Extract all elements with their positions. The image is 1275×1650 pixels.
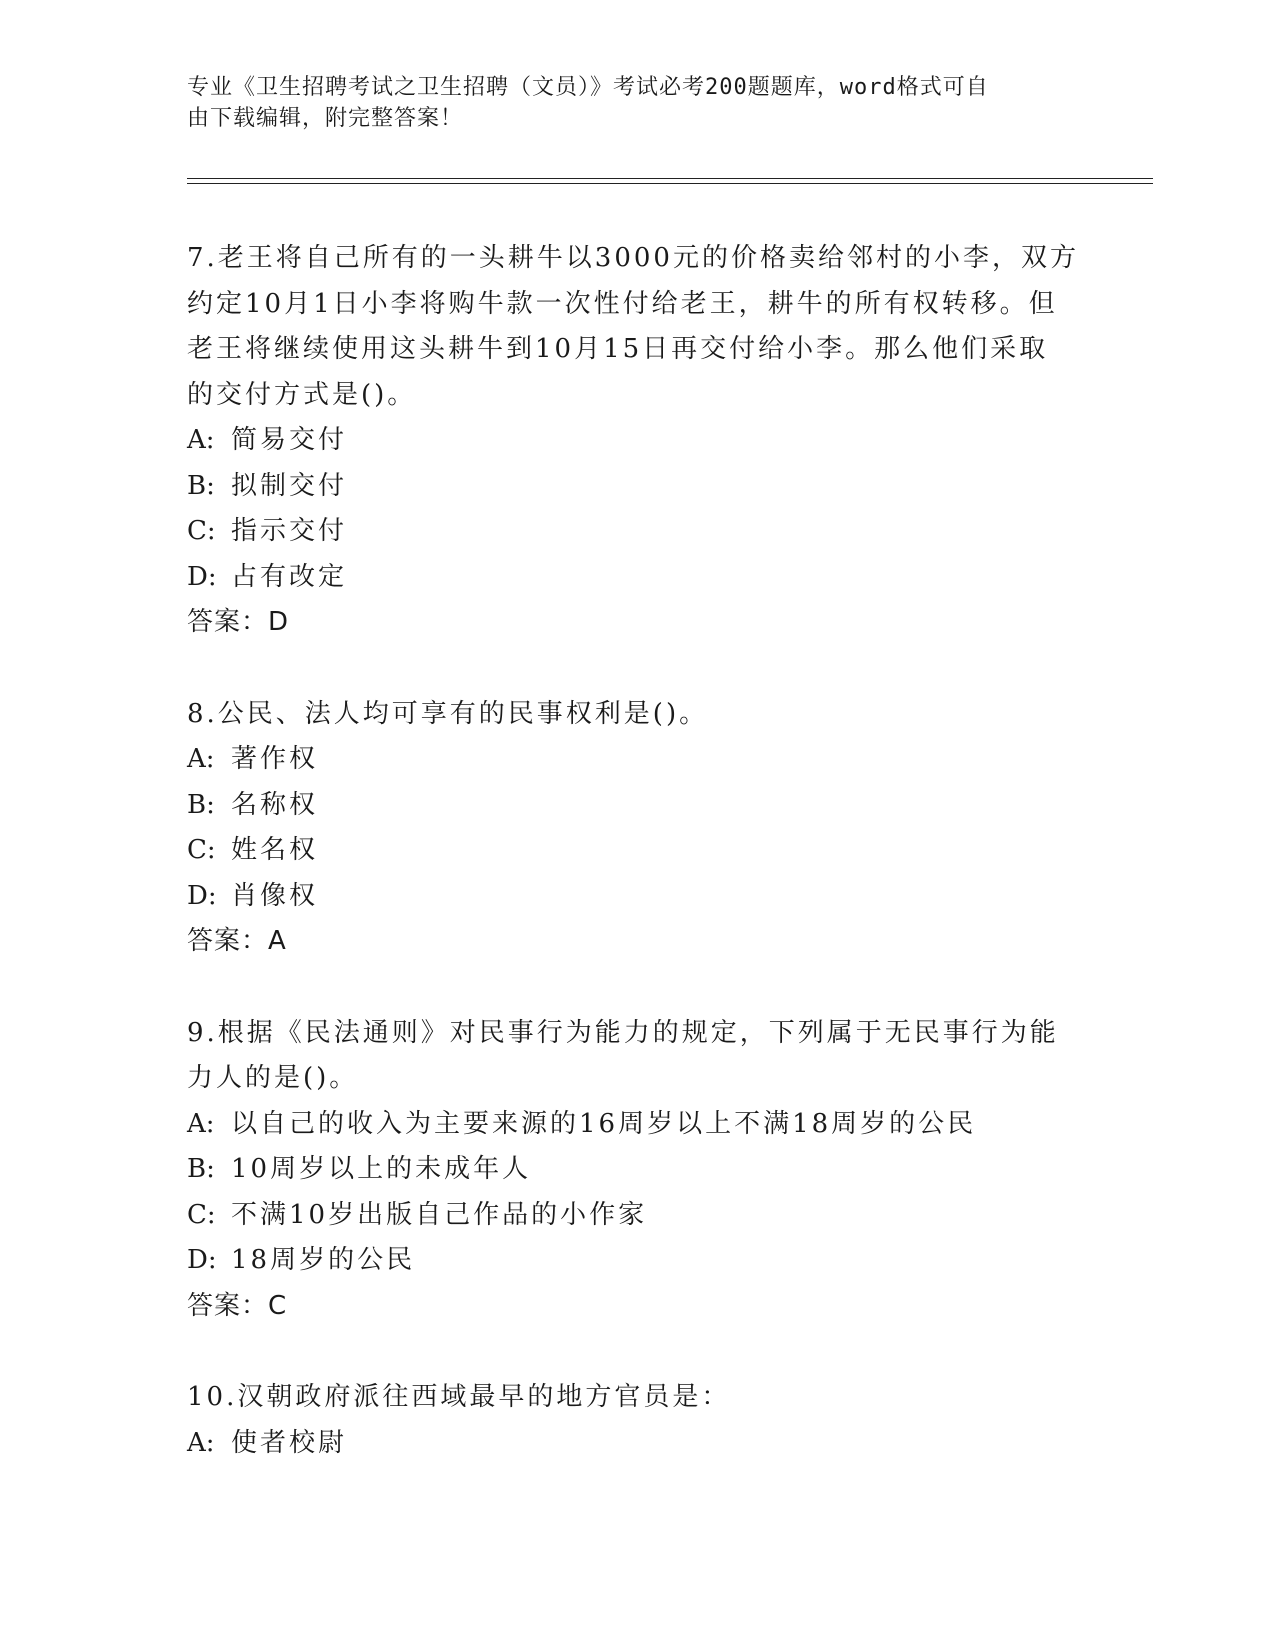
- question-9: [187, 1011, 1087, 1330]
- option-text: 占有改定: [231, 561, 348, 592]
- option-letter: A:: [187, 744, 215, 774]
- answer-key: 答案：A: [187, 926, 287, 956]
- option-letter: D:: [187, 880, 217, 911]
- question-stem-line: 8.公民、法人均可享有的民事权利是()。: [187, 698, 709, 729]
- question-stem-line: 老王将继续使用这头耕牛到10月15日再交付给小李。那么他们采取: [187, 334, 1049, 364]
- header-rule-top: [187, 178, 1153, 179]
- option-text: 10周岁以上的未成年人: [231, 1154, 532, 1184]
- option-letter: A:: [187, 1427, 215, 1458]
- option-c: [187, 509, 1087, 555]
- option-text: 指示交付: [231, 516, 348, 546]
- option-text: 不满10岁出版自己作品的小作家: [231, 1199, 648, 1230]
- question-stem-line: 力人的是()。: [187, 1063, 359, 1093]
- option-c: [187, 828, 1087, 874]
- option-c: [187, 1193, 1087, 1239]
- option-a: [187, 1421, 1087, 1467]
- option-text: 简易交付: [231, 425, 348, 455]
- option-letter: A:: [187, 1108, 215, 1139]
- option-letter: D:: [187, 561, 217, 592]
- option-letter: D:: [187, 1245, 217, 1275]
- option-text: 肖像权: [231, 880, 319, 911]
- option-letter: B:: [187, 789, 215, 820]
- answer-key: 答案：C: [187, 1290, 288, 1321]
- question-list: [187, 236, 1087, 1512]
- option-text: 拟制交付: [231, 470, 348, 501]
- option-text: 使者校尉: [231, 1427, 348, 1458]
- option-letter: B:: [187, 1154, 215, 1184]
- question-8: [187, 692, 1087, 965]
- answer-key: 答案：D: [187, 607, 290, 637]
- option-a: [187, 418, 1087, 464]
- question-stem-line: 7.老王将自己所有的一头耕牛以3000元的价格卖给邻村的小李，双方: [187, 243, 1079, 273]
- option-letter: C:: [187, 835, 216, 865]
- question-stem-line: 的交付方式是()。: [187, 379, 417, 410]
- document-intro: [187, 72, 1067, 134]
- option-b: [187, 464, 1087, 510]
- question-stem-line: 10.汉朝政府派往西域最早的地方官员是：: [187, 1382, 731, 1412]
- header-rule-bottom: [187, 183, 1153, 184]
- option-a: [187, 737, 1087, 783]
- option-letter: A:: [187, 425, 215, 455]
- question-stem-line: 约定10月1日小李将购牛款一次性付给老王，耕牛的所有权转移。但: [187, 288, 1058, 319]
- option-text: 著作权: [231, 744, 319, 774]
- option-letter: C:: [187, 1199, 216, 1230]
- question-7: [187, 236, 1087, 646]
- option-d: [187, 1238, 1087, 1284]
- option-d: [187, 555, 1087, 601]
- option-letter: C:: [187, 516, 216, 546]
- intro-line-1: 专业《卫生招聘考试之卫生招聘（文员）》考试必考200题题库，word格式可自: [187, 75, 989, 100]
- option-letter: B:: [187, 470, 215, 501]
- option-text: 以自己的收入为主要来源的16周岁以上不满18周岁的公民: [231, 1108, 977, 1139]
- option-text: 姓名权: [231, 835, 319, 865]
- option-b: [187, 783, 1087, 829]
- question-stem-line: 9.根据《民法通则》对民事行为能力的规定，下列属于无民事行为能: [187, 1017, 1059, 1048]
- intro-line-2: 由下载编辑，附完整答案！: [187, 106, 464, 131]
- option-text: 名称权: [231, 789, 319, 820]
- option-a: [187, 1102, 1087, 1148]
- option-text: 18周岁的公民: [231, 1245, 416, 1275]
- question-10: [187, 1375, 1087, 1466]
- option-b: [187, 1147, 1087, 1193]
- option-d: [187, 874, 1087, 920]
